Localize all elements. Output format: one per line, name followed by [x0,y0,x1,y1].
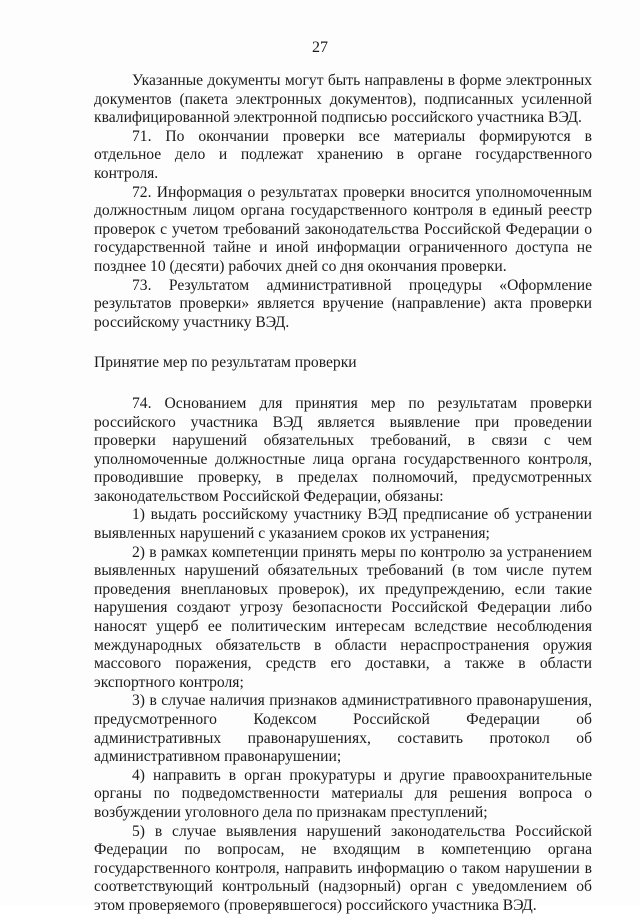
list-item-5: 5) в случае выявления нарушений законодательства Российской Федерации по вопросам, не входящим в компетенцию органа государственного контроля, направить информацию о таком нарушении в соответствующий контрольный (надзорный) орган с уведомлением об этом проверяемого (проверявшегося) российского участника ВЭД. [94,822,592,914]
paragraph-73: 73. Результатом административной процедуры «Оформление результатов проверки» является вручение (направление) акта проверки российскому участнику ВЭД. [94,276,592,331]
spacer [94,373,592,395]
list-item-3: 3) в случае наличия признаков административного правонарушения, предусмотренного Кодексом Российской Федерации об административных правонарушениях, составить протокол об административном правонарушении; [94,692,592,766]
paragraph-74: 74. Основанием для принятия мер по результатам проверки российского участника ВЭД является выявление при проведении проверки нарушений обязательных требований, в связи с чем уполномоченные должностные лица органа государственного контроля, проводившие проверку, в пределах полномочий, предусмотренных законодательством Российской Федерации, обязаны: [94,394,592,505]
paragraph-documents-electronic: Указанные документы могут быть направлены в форме электронных документов (пакета электронных документов), подписанных усиленной квалифицированной электронной подписью российского участника ВЭД. [94,72,592,127]
list-item-2: 2) в рамках компетенции принять меры по контролю за устранением выявленных нарушений обязательных требований (в том числе путем проведения внеплановых проверок), их предупреждению, если такие нарушения создают угрозу безопасности Российской Федерации либо наносят ущерб ее политическим интересам вследствие несоблюдения международных обязательств в области нераспространения оружия массового поражения, средств его доставки, а также в области экспортного контроля; [94,543,592,691]
paragraph-71: 71. По окончании проверки все материалы формируются в отдельное дело и подлежат хранению в органе государственного контроля. [94,127,592,182]
page-number: 27 [312,39,328,56]
paragraph-72: 72. Информация о результатах проверки вносится уполномоченным должностным лицом органа государственного контроля в единый реестр проверок с учетом требований законодательства Российской Федерации о государственной тайне и иной информации ограниченного доступа не позднее 10 (десяти) рабочих дней со дня окончания проверки. [94,183,592,275]
list-item-4: 4) направить в орган прокуратуры и другие правоохранительные органы по подведомственности материалы для решения вопроса о возбуждении уголовного дела по признакам преступлений; [94,766,592,821]
document-body [94,72,592,916]
list-item-1: 1) выдать российскому участнику ВЭД предписание об устранении выявленных нарушений с указанием сроков их устранения; [94,506,592,543]
section-heading: Принятие мер по результатам проверки [94,354,357,372]
spacer [94,332,592,354]
